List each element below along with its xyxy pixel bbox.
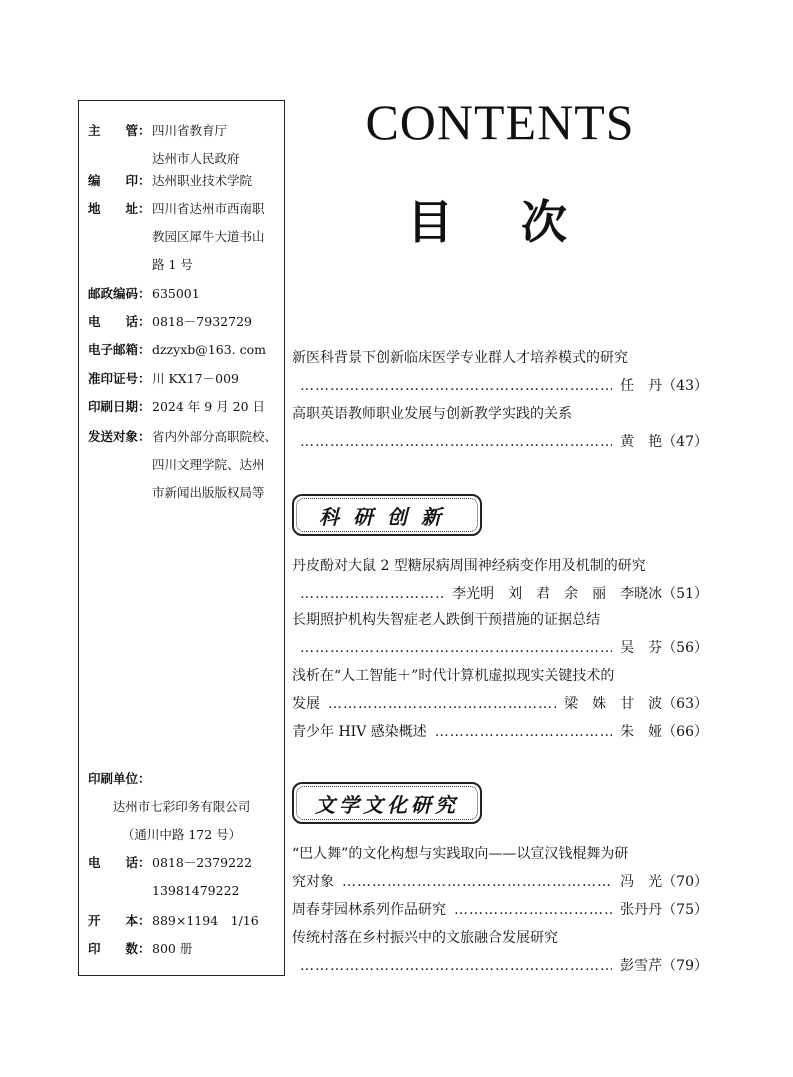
info-row-email: 电子邮箱： dzzyxb@163. com (88, 336, 278, 364)
dot-leader (300, 952, 612, 980)
dot-leader (342, 868, 612, 896)
section-header-research (292, 494, 482, 536)
info-value: 2024 年 9 月 20 日 (152, 399, 266, 414)
info-row-recipients: 发送对象： 省内外部分高职院校、 四川文理学院、达州 市新闻出版版权局等 (88, 429, 278, 500)
toc-entry (292, 952, 708, 980)
info-row-copies: 印 数： 800 册 (88, 935, 278, 963)
info-row-postcode: 邮政编码： 635001 (88, 280, 278, 308)
toc-entry-author: 黄 艳（47） (620, 434, 708, 450)
info-value: 教园区犀牛大道书山 (152, 229, 265, 244)
info-value: 达州职业技术学院 (152, 173, 253, 188)
toc-entry-author: 任 丹（43） (620, 378, 708, 394)
section-header-literature (292, 782, 482, 824)
toc-entry-title: 传统村落在乡村振兴中的文旅融合发展研究 (292, 930, 558, 946)
info-row-permit: 准印证号： 川 KX17－009 (88, 365, 278, 393)
publication-info-box (78, 100, 285, 976)
toc-entry-title: 长期照护机构失智症老人跌倒干预措施的证据总结 (292, 612, 600, 628)
toc-entry-title: 高职英语教师职业发展与创新教学实践的关系 (292, 406, 572, 422)
toc-entry (292, 634, 708, 662)
info-row-phone: 电 话： 0818－7932729 (88, 308, 278, 336)
contents-title: CONTENTS (365, 94, 635, 150)
info-row-print-date: 印刷日期： 2024 年 9 月 20 日 (88, 393, 278, 421)
info-value: 0818－7932729 (152, 314, 252, 329)
info-value: 四川省教育厅 (152, 123, 228, 138)
info-row-format: 开 本： 889×1194 1/16 (88, 907, 278, 935)
toc-entry-title: “巴人舞”的文化构想与实践取向——以宣汉钱棍舞为研 (292, 846, 629, 862)
dot-leader (454, 896, 612, 924)
info-value: 省内外部分高职院校、 (152, 429, 278, 444)
toc-entry (292, 580, 708, 608)
toc-entry-author: 朱 娅（66） (620, 724, 708, 740)
dot-leader (328, 690, 556, 718)
info-value: 川 KX17－009 (152, 371, 239, 386)
toc-entry-title: 浅析在“人工智能＋”时代计算机虚拟现实关键技术的 (292, 668, 615, 684)
info-row-printer-phone: 电 话： 0818－2379222 13981479222 (88, 855, 252, 898)
printer-address: （通川中路 172 号） (121, 827, 242, 842)
info-value: dzzyxb@163. com (152, 342, 266, 357)
dot-leader (300, 634, 612, 662)
toc-entry-author: 梁 姝 甘 波（63） (564, 696, 708, 712)
info-row-supervisor: 主 管： 四川省教育厅 达州市人民政府 (88, 123, 240, 166)
info-value: 800 册 (152, 941, 193, 956)
toc-entry (292, 428, 708, 456)
toc-entry-author: 吴 芬（56） (620, 640, 708, 656)
toc-entry-author: 李光明 刘 君 余 丽 李晓冰（51） (452, 586, 708, 602)
info-value: 635001 (152, 286, 200, 301)
section-title: 科研创新 (319, 504, 455, 529)
toc-entry-author: 冯 光（70） (620, 874, 708, 890)
toc-entry-title-end: 究对象 (292, 874, 334, 890)
info-value: 889×1194 1/16 (152, 913, 259, 928)
dot-leader (300, 428, 612, 456)
toc-entry-author: 张丹丹（75） (620, 902, 708, 918)
info-value: 四川文理学院、达州 (152, 457, 265, 472)
contents-title-chinese: 目 次 (406, 195, 593, 249)
toc-entry (292, 372, 708, 400)
toc-entry-title-end: 周春芽园林系列作品研究 (292, 902, 446, 918)
info-value: 四川省达州市西南职 (152, 201, 265, 216)
dot-leader (435, 718, 612, 746)
toc-entry (292, 690, 708, 718)
info-value: 路 1 号 (152, 257, 193, 272)
toc-entry (292, 718, 708, 746)
info-value: 0818－2379222 (152, 855, 252, 870)
info-row-editor: 编 印： 达州职业技术学院 (88, 167, 278, 195)
toc-entry-title-end: 青少年 HIV 感染概述 (292, 724, 427, 740)
toc-entry (292, 896, 708, 924)
printer-name: 达州市七彩印务有限公司 (112, 799, 251, 814)
info-row-address: 地 址： 四川省达州市西南职 教园区犀牛大道书山 路 1 号 (88, 201, 265, 272)
toc-entry-title: 新医科背景下创新临床医学专业群人才培养模式的研究 (292, 350, 628, 366)
dot-leader (300, 372, 612, 400)
toc-entry-author: 彭雪芹（79） (620, 958, 708, 974)
info-value: 达州市人民政府 (152, 151, 240, 166)
dot-leader (300, 580, 444, 608)
info-value: 市新闻出版版权局等 (152, 485, 265, 500)
section-title: 文学文化研究 (315, 792, 459, 817)
printer-label: 印刷单位： (88, 771, 151, 786)
toc-entry-title-end: 发展 (292, 696, 320, 712)
toc-entry-title: 丹皮酚对大鼠 2 型糖尿病周围神经病变作用及机制的研究 (292, 558, 646, 574)
info-value: 13981479222 (152, 883, 240, 898)
toc-entry (292, 868, 708, 896)
